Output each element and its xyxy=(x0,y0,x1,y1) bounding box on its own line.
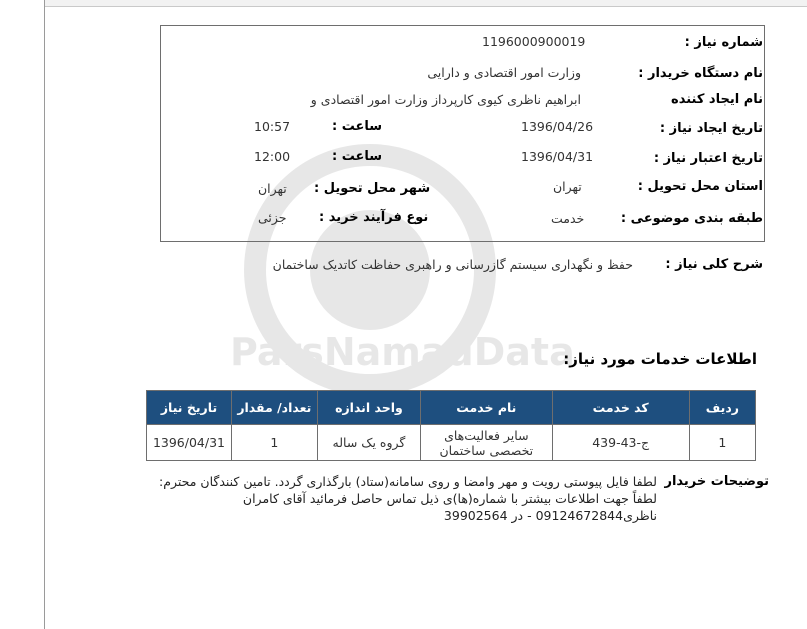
category-value: خدمت xyxy=(551,211,585,226)
need-number-value: 1196000900019 xyxy=(482,34,586,49)
col-service-name: نام خدمت xyxy=(421,391,552,425)
col-row-number: ردیف xyxy=(689,391,755,425)
city-value: تهران xyxy=(258,181,287,196)
cell-unit: گروه یک ساله xyxy=(317,425,420,461)
valid-time-label: ساعت : xyxy=(332,149,383,164)
table-row xyxy=(147,425,756,461)
services-header-row xyxy=(147,391,756,425)
cell-need-date: 1396/04/31 xyxy=(147,425,232,461)
process-value: جزئی xyxy=(258,210,287,225)
col-unit: واحد اندازه xyxy=(317,391,420,425)
process-label: نوع فرآیند خرید : xyxy=(319,210,429,225)
valid-time-value: 12:00 xyxy=(254,149,291,164)
col-service-code: کد خدمت xyxy=(552,391,689,425)
buyer-notes xyxy=(137,473,657,524)
valid-date-value: 1396/04/31 xyxy=(521,149,594,164)
valid-date-label: تاریخ اعتبار نیاز : xyxy=(653,151,763,166)
category-label: طبقه بندی موضوعی : xyxy=(620,211,763,226)
col-quantity: تعداد/ مقدار xyxy=(231,391,317,425)
summary-label: شرح کلی نیاز : xyxy=(665,257,763,272)
created-date-value: 1396/04/26 xyxy=(521,119,594,134)
created-time-value: 10:57 xyxy=(254,119,291,134)
services-title: اطلاعات خدمات مورد نیاز: xyxy=(563,350,757,368)
services-table xyxy=(146,390,756,461)
summary-text: حفظ و نگهداری سیستم گازرسانی و راهبری حفاظت کاتدیک ساختمان xyxy=(272,257,633,272)
province-value: تهران xyxy=(553,179,582,194)
city-label: شهر محل تحویل : xyxy=(314,181,431,196)
created-date-label: تاریخ ایجاد نیاز : xyxy=(659,121,763,136)
created-time-label: ساعت : xyxy=(332,119,383,134)
buyer-org-label: نام دستگاه خریدار : xyxy=(638,66,763,81)
cell-quantity: 1 xyxy=(231,425,317,461)
cell-service-code: ج-43-439 xyxy=(552,425,689,461)
creator-value: ابراهیم ناظری کیوی کارپرداز وزارت امور اقتصادی و xyxy=(310,92,581,107)
left-rule xyxy=(44,0,45,629)
buyer-notes-line: ناظری09124672844 - در 39902564 xyxy=(443,508,657,523)
watermark-text: ParsNamadData xyxy=(230,330,575,374)
province-label: استان محل تحویل : xyxy=(637,179,763,194)
need-number-label: شماره نیاز : xyxy=(684,35,763,50)
buyer-notes-line: لطفا فایل پیوستی رویت و مهر وامضا و روی سامانه(ستاد) بارگذاری گردد. تامین کنندگان محترم: xyxy=(159,474,657,489)
buyer-notes-line: لطفاً جهت اطلاعات بیشتر با شماره(ها)ی ذیل تماس حاصل فرمائید آقای کامران xyxy=(242,491,657,506)
col-need-date: تاریخ نیاز xyxy=(147,391,232,425)
top-rule xyxy=(44,0,807,7)
cell-row-number: 1 xyxy=(689,425,755,461)
creator-label: نام ایجاد کننده xyxy=(671,92,763,107)
cell-service-name: سایر فعالیت‌های تخصصی ساختمان xyxy=(421,425,552,461)
buyer-org-value: وزارت امور اقتصادی و دارایی xyxy=(427,65,581,80)
buyer-notes-label: توضیحات خریدار xyxy=(664,474,769,489)
